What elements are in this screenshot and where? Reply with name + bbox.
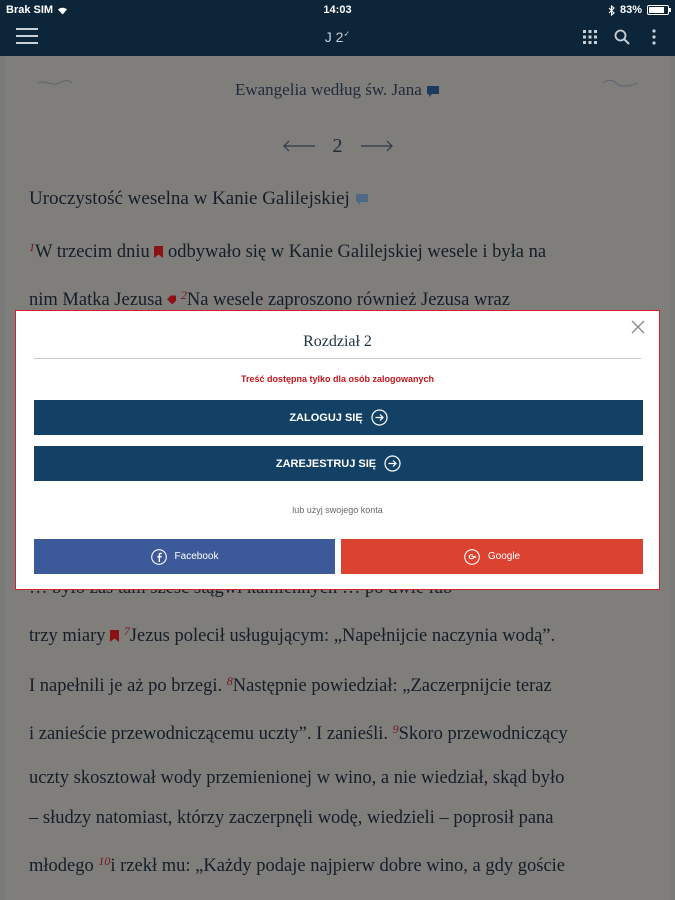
verse-text: nim Matka Jezusa: [29, 290, 163, 310]
verse-line: [29, 288, 510, 311]
verse-text: Następnie powiedział: „Zaczerpnijcie teraz: [232, 676, 552, 696]
app-navbar: [0, 20, 675, 56]
chapter-navigation: [5, 134, 670, 158]
battery-icon: [647, 5, 669, 15]
carrier-label: Brak SIM: [6, 4, 54, 16]
bookmark-icon[interactable]: [110, 630, 119, 642]
verse-text: Jezus polecił usługującym: „Napełnijcie naczynia wodą”.: [129, 626, 556, 646]
google-button-label: Google: [487, 551, 521, 562]
bookmark-icon[interactable]: [154, 246, 163, 258]
arrow-circle-right-icon: [371, 409, 388, 426]
book-title-text: Ewangelia według św. Jana: [234, 80, 422, 99]
login-button-label: ZALOGUJ SIĘ: [289, 411, 363, 424]
verse-line: [29, 722, 568, 745]
login-required-notice: Treść dostępna tylko dla osób zalogowanych: [240, 374, 435, 384]
verse-text: i zanieście przewodniczącemu uczty”. I zanieśli.: [29, 724, 389, 744]
verse-text: – słudzy natomiast, którzy zaczerpnęli wodę, wiedzieli – poprosił pana: [29, 808, 554, 828]
arrow-circle-right-icon: [384, 455, 401, 472]
nav-title-text: J 2: [324, 29, 344, 45]
register-button-label: ZAREJESTRUJ SIĘ: [275, 457, 377, 470]
chapter-number: 2: [332, 134, 343, 157]
login-modal: [15, 310, 660, 590]
nav-title[interactable]: [0, 29, 675, 45]
verse-line: [29, 768, 564, 789]
search-icon[interactable]: [613, 28, 631, 46]
status-bar: [0, 0, 675, 20]
verse-text: odbywało się w Kanie Galilejskiej wesele i była na: [167, 242, 547, 262]
verse-line: [29, 854, 565, 877]
grid-icon[interactable]: [581, 28, 599, 46]
facebook-button-label: Facebook: [174, 551, 219, 562]
verse-text: młodego: [29, 856, 94, 876]
facebook-login-button[interactable]: [34, 539, 335, 574]
verse-text: uczty skosztował wody przemienionej w wino, a nie wiedział, skąd było: [29, 768, 565, 788]
close-icon[interactable]: [631, 320, 645, 334]
verse-number[interactable]: 10: [98, 854, 111, 868]
section-heading: [29, 188, 369, 210]
alternate-login-text: lub użyj swojego konta: [292, 505, 383, 515]
verse-number[interactable]: 1: [29, 240, 35, 254]
login-button[interactable]: [34, 400, 643, 435]
modal-title: Rozdział 2: [303, 333, 372, 350]
nav-actions: [581, 28, 663, 46]
register-button[interactable]: [34, 446, 643, 481]
google-login-button[interactable]: [341, 539, 643, 574]
battery-level: [649, 7, 664, 13]
verse-text: Skoro przewodniczący: [398, 724, 568, 744]
previous-chapter-arrow-icon[interactable]: [282, 140, 316, 152]
google-plus-icon: [464, 549, 480, 565]
modal-divider: [34, 358, 641, 359]
facebook-icon: [151, 549, 167, 565]
verse-number[interactable]: 9: [392, 722, 399, 736]
next-chapter-arrow-icon[interactable]: [360, 140, 394, 152]
status-right: [608, 4, 669, 16]
section-heading-text: Uroczystość weselna w Kanie Galilejskiej: [29, 188, 350, 209]
verse-text: Na wesele zaproszono również Jezusa wraz: [186, 290, 510, 310]
comment-icon[interactable]: [355, 193, 369, 206]
verse-line: [29, 808, 554, 829]
verse-number[interactable]: 7: [123, 624, 130, 638]
nav-title-marker: ✓: [343, 29, 351, 39]
bluetooth-icon: [608, 5, 615, 16]
verse-text: I napełnili je aż po brzegi.: [29, 676, 223, 696]
verse-line: [29, 674, 552, 697]
verse-text: i rzekł mu: „Każdy podaje najpierw dobre wino, a gdy goście: [110, 856, 566, 876]
comment-icon[interactable]: [426, 85, 440, 98]
book-title: [5, 80, 670, 100]
verse-line: [29, 240, 546, 263]
battery-percent: 83%: [619, 4, 642, 16]
status-time: 14:03: [323, 4, 352, 16]
verse-number[interactable]: 2: [180, 288, 187, 302]
verse-text: trzy miary: [29, 626, 106, 646]
more-vertical-icon[interactable]: [645, 28, 663, 46]
verse-line: [29, 624, 555, 647]
verse-text: W trzecim dniu: [35, 242, 150, 262]
verse-number[interactable]: 8: [226, 674, 233, 688]
tag-icon[interactable]: [167, 294, 176, 306]
